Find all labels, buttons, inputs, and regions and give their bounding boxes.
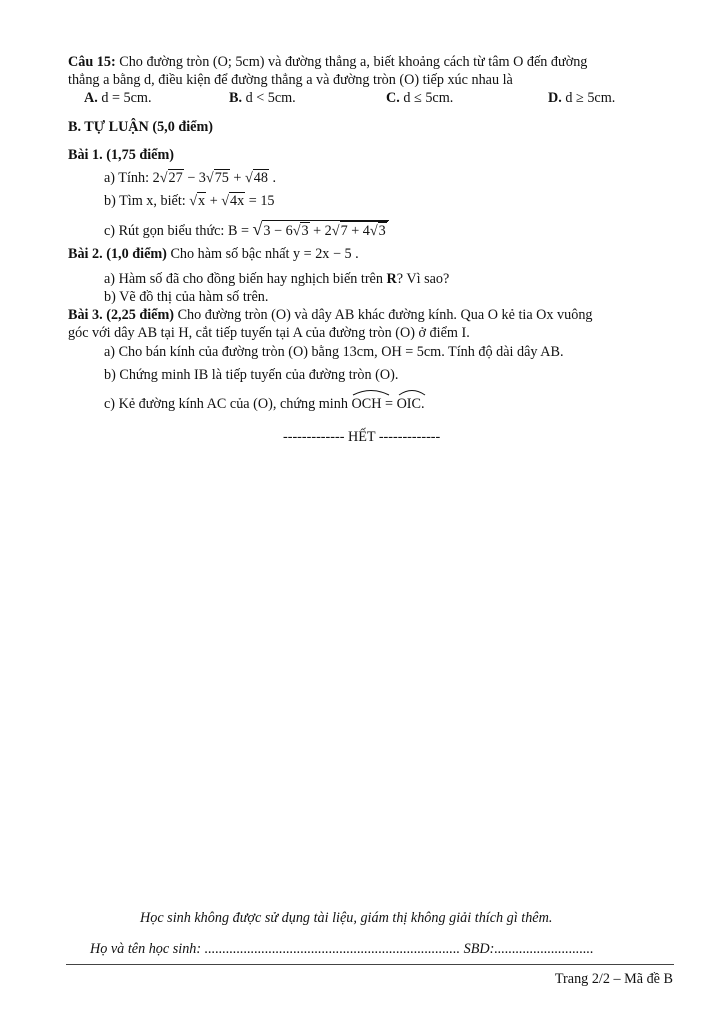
q15-option-b bbox=[229, 90, 296, 107]
option-text: d = 5cm. bbox=[101, 90, 152, 106]
q15-option-a bbox=[84, 90, 152, 107]
bai3-a: a) Cho bán kính của đường tròn (O) bằng 13cm, OH = 5cm. Tính độ dài dây AB. bbox=[104, 344, 564, 360]
arc-och bbox=[351, 391, 381, 413]
section-b-heading: B. TỰ LUẬN (5,0 điểm) bbox=[68, 119, 214, 135]
bai1-b-label: b) Tìm x, biết: bbox=[104, 193, 186, 209]
option-key: C. bbox=[386, 90, 400, 106]
q15-line1 bbox=[68, 53, 587, 71]
page-footer: Trang 2/2 – Mã đề B bbox=[554, 971, 673, 987]
option-text: d < 5cm. bbox=[245, 90, 296, 106]
bai3-line1 bbox=[68, 306, 674, 324]
sbd-label: SBD: bbox=[463, 941, 495, 957]
option-key: A. bbox=[84, 90, 98, 106]
option-text: d ≥ 5cm. bbox=[565, 90, 616, 106]
q15-text-1: Cho đường tròn (O; 5cm) và đường thẳng a, biết khoảng cách từ tâm O đến đường bbox=[119, 54, 588, 70]
bai2-a-set: R bbox=[386, 271, 397, 287]
sbd-blank: ............................ bbox=[494, 941, 594, 957]
arc-mark bbox=[351, 388, 391, 396]
bai1-b bbox=[104, 192, 275, 210]
end-marker: ------------- HẾT ------------- bbox=[283, 429, 441, 445]
bai1-c-expression: B = √3 − 6√3 + 2√7 + 4√3 bbox=[228, 223, 389, 239]
bai2-a-text: a) Hàm số đã cho đồng biến hay nghịch biến trên bbox=[104, 271, 383, 287]
bai3-c bbox=[104, 391, 425, 413]
bai1-b-expression: √x + √4x = 15 bbox=[189, 193, 275, 209]
bai1-c-label: c) Rút gọn biểu thức: bbox=[104, 223, 225, 239]
student-name-blank: ........................................................................ bbox=[204, 941, 461, 957]
bai2-intro: Cho hàm số bậc nhất bbox=[170, 246, 290, 262]
bai3-b: b) Chứng minh IB là tiếp tuyến của đường tròn (O). bbox=[104, 367, 399, 383]
bai2-title: Bài 2. (1,0 điểm) bbox=[68, 246, 167, 262]
bai2-a-question: ? Vì sao? bbox=[396, 271, 450, 287]
angle-oic: OIC bbox=[396, 396, 421, 412]
student-info bbox=[90, 940, 594, 958]
bai3-intro-1: Cho đường tròn (O) và dây AB khác đường kính. Qua O kẻ tia Ox vuông bbox=[177, 307, 593, 323]
bai2-title-line bbox=[68, 245, 359, 263]
arc-oic bbox=[397, 391, 421, 413]
bai1-a-expression: 2√27 − 3√75 + √48 . bbox=[152, 170, 277, 186]
q15-option-c bbox=[386, 90, 453, 107]
bai2-function: y = 2x − 5 . bbox=[293, 246, 359, 262]
footer-divider bbox=[66, 964, 674, 965]
bai3-title: Bài 3. (2,25 điểm) bbox=[68, 307, 175, 323]
bai2-a bbox=[104, 270, 449, 288]
option-key: D. bbox=[548, 90, 562, 106]
bai3-line2: góc với dây AB tại H, cắt tiếp tuyến tại A của đường tròn (O) ở điểm I. bbox=[68, 325, 470, 341]
bai1-c bbox=[104, 220, 389, 240]
option-text: d ≤ 5cm. bbox=[403, 90, 454, 106]
notice: Học sinh không được sử dụng tài liệu, giám thị không giải thích gì thêm. bbox=[140, 910, 553, 926]
bai1-title: Bài 1. (1,75 điểm) bbox=[68, 147, 175, 163]
q15-label: Câu 15: bbox=[68, 54, 116, 70]
q15-line2: thẳng a bằng d, điều kiện để đường thẳng a và đường tròn (O) tiếp xúc nhau là bbox=[68, 72, 513, 88]
period: . bbox=[421, 396, 425, 412]
bai2-b: b) Vẽ đồ thị của hàm số trên. bbox=[104, 289, 269, 305]
bai3-c-text: c) Kẻ đường kính AC của (O), chứng minh bbox=[104, 396, 348, 412]
arc-mark bbox=[397, 388, 427, 396]
q15-option-d bbox=[548, 90, 615, 107]
bai1-a bbox=[104, 169, 276, 187]
bai1-a-label: a) Tính: bbox=[104, 170, 150, 186]
option-key: B. bbox=[229, 90, 243, 106]
angle-och: OCH bbox=[351, 396, 382, 412]
student-name-label: Họ và tên học sinh: bbox=[90, 941, 202, 957]
equals-sign: = bbox=[385, 396, 394, 412]
